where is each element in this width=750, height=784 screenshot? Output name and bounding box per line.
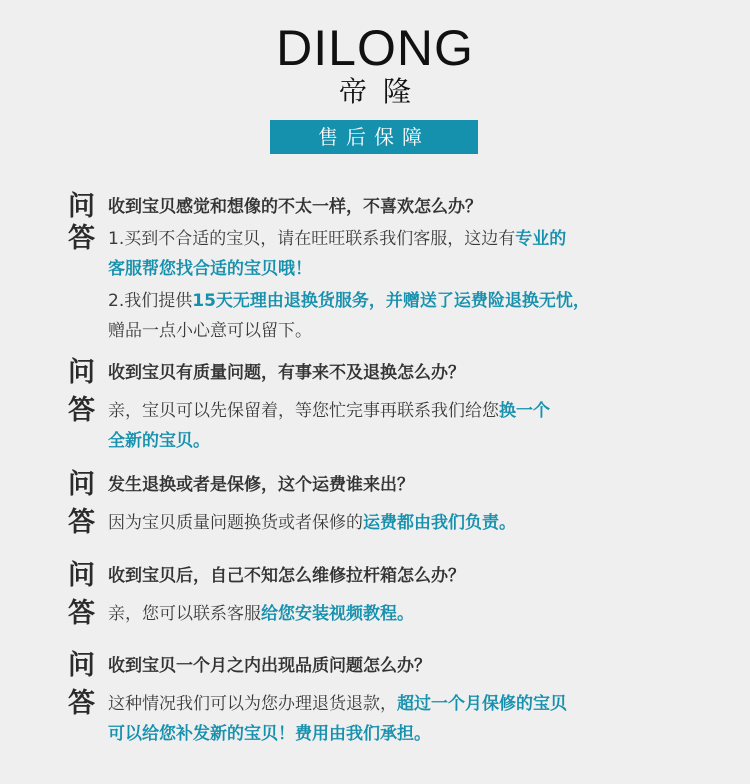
brand-chinese-name: 帝隆 [338, 75, 427, 108]
answer-row [68, 396, 728, 456]
question-mark: 问 [68, 650, 95, 681]
question-mark: 问 [68, 560, 95, 591]
question-row [68, 651, 728, 681]
answer-row [68, 508, 728, 538]
faq-item-2 [68, 358, 728, 456]
answer-line: 可以给您补发新的宝贝！费用由我们承担。 [108, 724, 431, 744]
faq-item-1 [68, 192, 728, 346]
faq-item-3 [68, 470, 728, 538]
answer-line: 赠品一点小心意可以留下。 [108, 321, 312, 341]
answer-text [68, 508, 728, 538]
question-text: 收到宝贝有质量问题，有事来不及退换怎么办？ [108, 363, 465, 383]
answer-text [68, 599, 728, 629]
answer-line: 因为宝贝质量问题换货或者保修的运费都由我们负责。 [108, 513, 516, 533]
after-sales-banner: 售后保障 [270, 120, 478, 154]
answer-mark: 答 [68, 395, 95, 426]
question-text: 发生退换或者是保修，这个运费谁来出？ [108, 475, 414, 495]
answer-mark: 答 [68, 598, 95, 629]
answer-mark: 答 [68, 688, 95, 719]
answer-line: 客服帮您找合适的宝贝哦！ [108, 259, 312, 279]
faq-item-4 [68, 561, 728, 629]
question-mark: 问 [68, 357, 95, 388]
answer-row [68, 599, 728, 629]
question-text: 收到宝贝一个月之内出现品质问题怎么办？ [108, 656, 431, 676]
answer-line: 亲，宝贝可以先保留着，等您忙完事再联系我们给您换一个 [108, 401, 550, 421]
answer-mark: 答 [68, 507, 95, 538]
question-mark: 问 [68, 191, 95, 222]
answer-row [68, 224, 728, 346]
answer-text [68, 224, 728, 346]
question-row [68, 192, 728, 222]
answer-line: 这种情况我们可以为您办理退货退款，超过一个月保修的宝贝 [108, 694, 567, 714]
question-text: 收到宝贝后，自己不知怎么维修拉杆箱怎么办？ [108, 566, 465, 586]
answer-text [68, 396, 728, 456]
answer-line: 全新的宝贝。 [108, 431, 210, 451]
answer-row [68, 689, 728, 749]
answer-mark: 答 [68, 223, 95, 254]
question-row [68, 561, 728, 591]
question-mark: 问 [68, 469, 95, 500]
question-text: 收到宝贝感觉和想像的不太一样，不喜欢怎么办？ [108, 197, 482, 217]
answer-line: 2.我们提供15天无理由退换货服务，并赠送了运费险退换无忧， [108, 291, 590, 311]
brand-logo: DILONG [276, 20, 474, 76]
answer-text [68, 689, 728, 749]
question-row [68, 470, 728, 500]
faq-item-5 [68, 651, 728, 749]
answer-line: 1.买到不合适的宝贝，请在旺旺联系我们客服，这边有专业的 [108, 229, 567, 249]
question-row [68, 358, 728, 388]
answer-line: 亲，您可以联系客服给您安装视频教程。 [108, 604, 414, 624]
